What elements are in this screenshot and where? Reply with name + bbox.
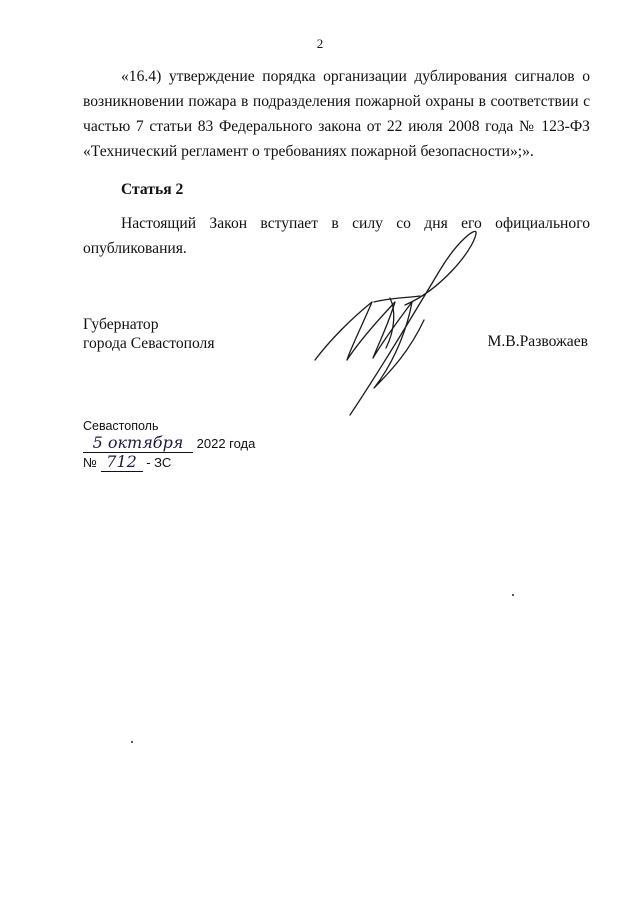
law-number (83, 452, 171, 472)
signatory-position (83, 315, 215, 353)
position-line-1: Губернатор (83, 316, 159, 333)
amendment-paragraph: «16.4) утверждение порядка организации дублирования сигналов о возникновении пожара в подразделения пожарной охраны в соответствии с частью 7 статьи 83 Федерального закона от 22 июля 2008 года № 123-ФЗ «Технический регламент о требованиях пожарной безопасности»;». (83, 68, 590, 160)
position-line-2: города Севастополя (83, 335, 215, 352)
number-suffix: - ЗС (146, 455, 172, 470)
signing-place: Севастополь (83, 419, 159, 433)
date-year: 2022 года (196, 436, 256, 451)
number-sign: № (83, 455, 97, 470)
scan-speck (131, 741, 133, 743)
article-heading: Статья 2 (121, 181, 184, 198)
scan-speck (512, 594, 514, 596)
entry-into-force-paragraph: Настоящий Закон вступает в силу со дня его официального опубликования. (83, 215, 590, 257)
page-number: 2 (316, 36, 324, 51)
handwritten-number: 712 (101, 452, 143, 472)
handwritten-signature (300, 210, 500, 425)
signatory-name: М.В.Развожаев (487, 333, 588, 350)
signing-date (83, 433, 255, 453)
handwritten-date: 5 октября (83, 433, 193, 453)
